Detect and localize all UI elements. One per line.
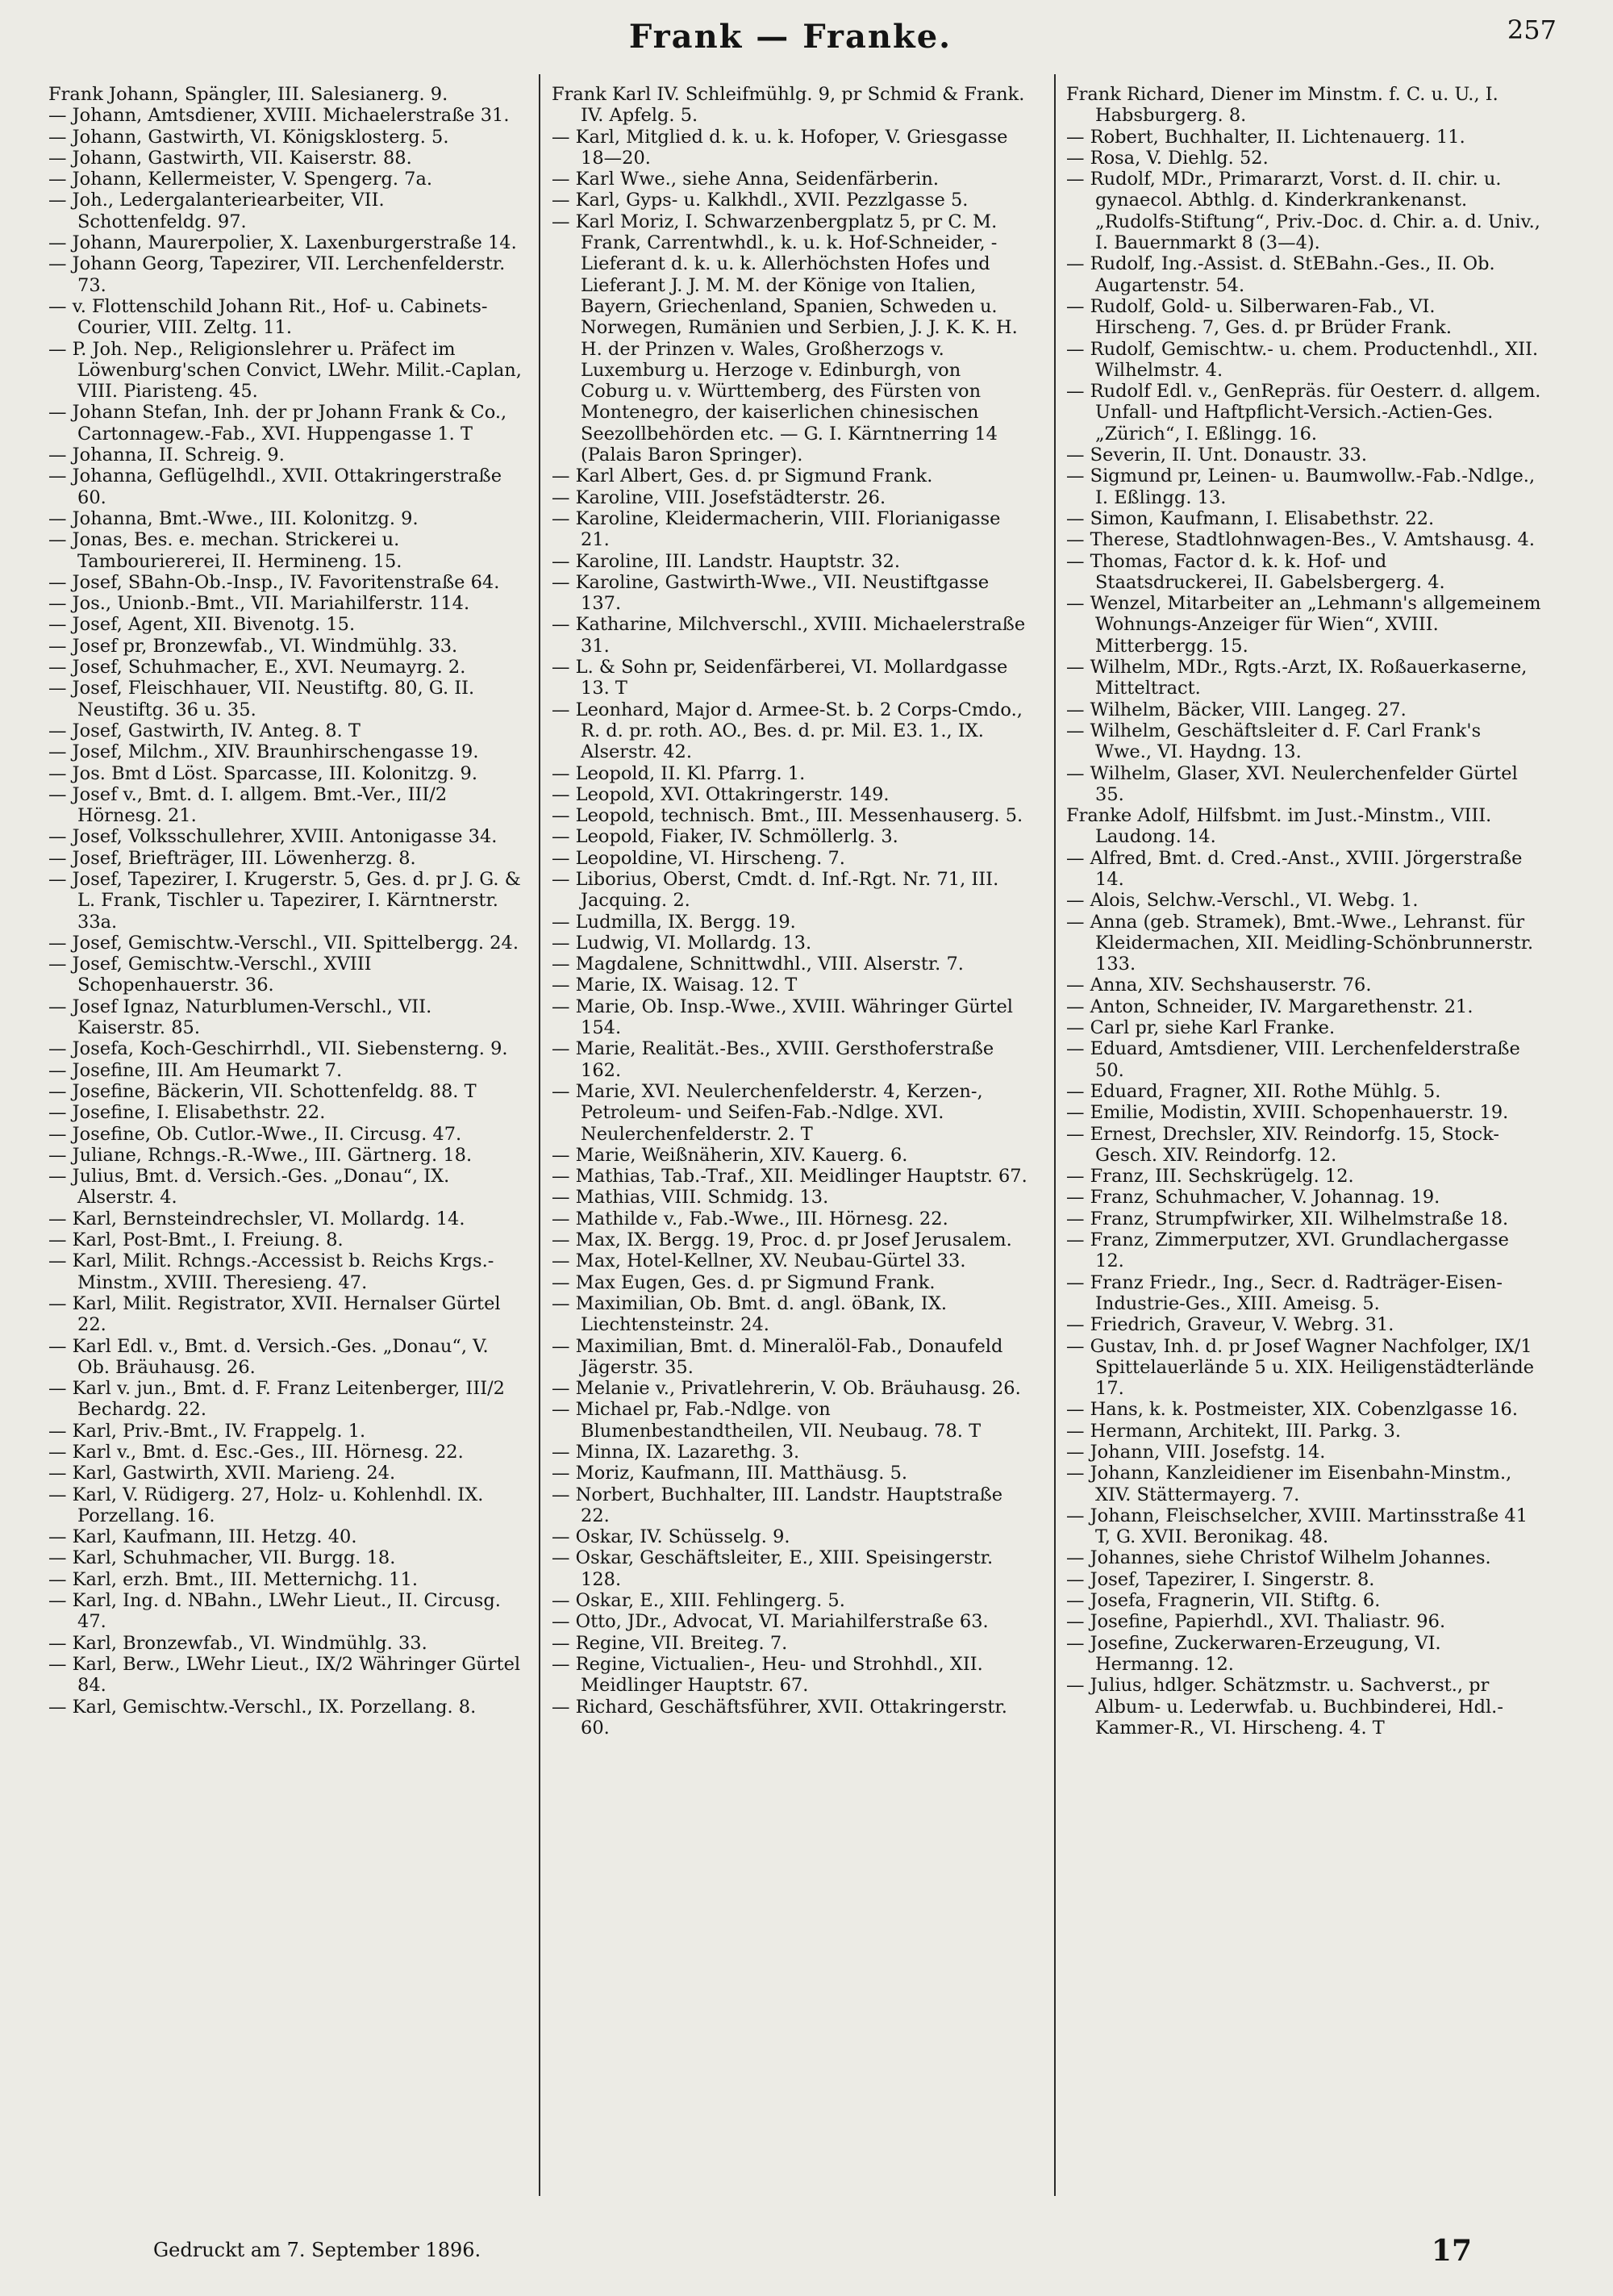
directory-entry: — Oskar, E., XIII. Fehlingerg. 5. <box>552 1590 845 1612</box>
directory-entry: — Ludmilla, IX. Bergg. 19. <box>552 911 796 933</box>
directory-entry: — Carl pr, siehe Karl Franke. <box>1066 1017 1336 1039</box>
directory-entry: — Johann, Kellermeister, V. Spengerg. 7a. <box>48 169 433 190</box>
directory-entry: — Karl, Priv.-Bmt., IV. Frappelg. 1. <box>48 1420 366 1442</box>
column-divider <box>1054 74 1056 2196</box>
directory-entry: — Karl Moriz, I. Schwarzenbergplatz 5, pr C. M. Frank, Carrentwhdl., k. u. k. Hof-Schneider, -Lieferant d. k. u. k. Allerhöchsten Hofes und Lieferant J. J. M. M. der Könige von Italien, Bayern, Griechenland, Spanien, Schweden u. Norwegen, Rumänien und Serbien, J. J. K. K. H. H. der Prinzen v. Wales, Großherzogs v. Luxemburg u. Herzoge v. Edinburgh, von Coburg u. v. Württemberg, des Fürsten von Montenegro, der kaiserlichen chinesischen Seezollbehörden etc. — G. I. Kärntnerring 14 (Palais Baron Springer). <box>552 211 1018 466</box>
directory-entry: — Karl v. jun., Bmt. d. F. Franz Leitenberger, III/2 Bechardg. 22. <box>48 1378 505 1421</box>
directory-entry: — Oskar, IV. Schüsselg. 9. <box>552 1526 790 1548</box>
directory-entry: — v. Flottenschild Johann Rit., Hof- u. Cabinets-Courier, VIII. Zeltg. 11. <box>48 295 488 339</box>
directory-column-1 <box>48 84 524 1718</box>
directory-entry: — Leonhard, Major d. Armee-St. b. 2 Corps-Cmdo., R. d. pr. roth. AO., Bes. d. pr. Mil. E3. 1., IX. Alserstr. 42. <box>552 699 1023 763</box>
directory-entry: — Johann, Kanzleidiener im Eisenbahn-Minstm., XIV. Stättermayerg. 7. <box>1066 1463 1512 1505</box>
directory-entry: — Regine, Victualien-, Heu- und Strohhdl., XII. Meidlinger Hauptstr. 67. <box>552 1653 983 1697</box>
directory-entry: — Josef, Briefträger, III. Löwenherzg. 8. <box>48 847 416 869</box>
directory-entry: — Josef pr, Bronzewfab., VI. Windmühlg. 33. <box>48 635 458 657</box>
directory-entry: — Johann, Maurerpolier, X. Laxenburgerstraße 14. <box>48 232 517 254</box>
directory-entry: — Maximilian, Ob. Bmt. d. angl. öBank, IX. Liechtensteinstr. 24. <box>552 1292 947 1336</box>
directory-entry: — Karl Albert, Ges. d. pr Sigmund Frank. <box>552 465 933 487</box>
directory-entry: — Josef v., Bmt. d. I. allgem. Bmt.-Ver., III/2 Hörnesg. 21. <box>48 783 448 827</box>
directory-entry: Frank Johann, Spängler, III. Salesianerg. 9. <box>48 84 448 105</box>
print-date: Gedruckt am 7. September 1896. <box>153 2239 481 2261</box>
directory-entry: — Gustav, Inh. d. pr Josef Wagner Nachfolger, IX/1 Spittelauerlände 5 u. XIX. Heiligenstädterlände 17. <box>1066 1335 1535 1400</box>
directory-entry: — Johann, Gastwirth, VII. Kaiserstr. 88. <box>48 147 412 169</box>
directory-entry: — Michael pr, Fab.-Ndlge. von Blumenbestandtheilen, VII. Neubaug. 78. T <box>552 1399 982 1442</box>
directory-entry: — Julius, hdlger. Schätzmstr. u. Sachverst., pr Album- u. Lederwfab. u. Buchbinderei, Hdl.-Kammer-R., VI. Hirscheng. 4. T <box>1066 1675 1503 1739</box>
directory-entry: — Hermann, Architekt, III. Parkg. 3. <box>1066 1420 1402 1442</box>
directory-entry: — Karoline, VIII. Josefstädterstr. 26. <box>552 486 886 508</box>
directory-entry: — Franz, Zimmerputzer, XVI. Grundlachergasse 12. <box>1066 1229 1509 1272</box>
directory-entry: — Karl, Gemischtw.-Verschl., IX. Porzellang. 8. <box>48 1696 477 1718</box>
directory-entry: — Robert, Buchhalter, II. Lichtenauerg. 11. <box>1066 126 1465 148</box>
directory-entry: — Leopold, Fiaker, IV. Schmöllerlg. 3. <box>552 826 898 848</box>
directory-entry: — Johanna, II. Schreig. 9. <box>48 445 285 466</box>
directory-entry: — Leopold, XVI. Ottakringerstr. 149. <box>552 783 890 805</box>
directory-entry: — Jos. Bmt d Löst. Sparcasse, III. Kolonitzg. 9. <box>48 762 478 784</box>
directory-entry: — Karl, Mitglied d. k. u. k. Hofoper, V. Griesgasse 18—20. <box>552 126 1008 169</box>
directory-entry: — Anton, Schneider, IV. Margarethenstr. 21. <box>1066 996 1473 1017</box>
directory-entry: — Josefine, Bäckerin, VII. Schottenfeldg. 88. T <box>48 1080 477 1102</box>
directory-entry: — Marie, Ob. Insp.-Wwe., XVIII. Währinger Gürtel 154. <box>552 996 1013 1039</box>
directory-entry: — Ernest, Drechsler, XIV. Reindorfg. 15, Stock-Gesch. XIV. Reindorfg. 12. <box>1066 1123 1499 1166</box>
directory-entry: — Jos., Unionb.-Bmt., VII. Mariahilferstr. 114. <box>48 593 470 615</box>
directory-entry: — Karl v., Bmt. d. Esc.-Ges., III. Hörnesg. 22. <box>48 1442 464 1463</box>
directory-entry: — Josefine, Ob. Cutlor.-Wwe., II. Circusg. 47. <box>48 1123 462 1145</box>
directory-column-3 <box>1066 84 1542 1739</box>
directory-entry: — Johann, Fleischselcher, XVIII. Martinsstraße 41 T, G. XVII. Beronikag. 48. <box>1066 1505 1528 1548</box>
directory-entry: — Karl, Gastwirth, XVII. Marieng. 24. <box>48 1463 396 1484</box>
directory-entry: — Karoline, Kleidermacherin, VIII. Florianigasse 21. <box>552 507 1001 551</box>
directory-entry: — Josef, Schuhmacher, E., XVI. Neumayrg. 2. <box>48 657 466 678</box>
directory-entry: — Oskar, Geschäftsleiter, E., XIII. Speisingerstr. 128. <box>552 1547 994 1590</box>
directory-entry: — Johann Georg, Tapezirer, VII. Lerchenfelderstr. 73. <box>48 253 506 296</box>
directory-entry: — Marie, Weißnäherin, XIV. Kauerg. 6. <box>552 1144 908 1166</box>
directory-entry: — Eduard, Amtsdiener, VIII. Lerchenfelderstraße 50. <box>1066 1038 1520 1081</box>
directory-entry: — Karoline, III. Landstr. Hauptstr. 32. <box>552 550 901 572</box>
directory-entry: — Josef, Volksschullehrer, XVIII. Antonigasse 34. <box>48 826 498 848</box>
directory-entry: — Rudolf, Gold- u. Silberwaren-Fab., VI. Hirscheng. 7, Ges. d. pr Brüder Frank. <box>1066 295 1452 339</box>
directory-entry: — Liborius, Oberst, Cmdt. d. Inf.-Rgt. Nr. 71, III. Jacquing. 2. <box>552 868 999 912</box>
running-title: Frank — Franke. <box>628 18 952 56</box>
page-header <box>0 11 1613 68</box>
directory-entry: — Severin, II. Unt. Donaustr. 33. <box>1066 445 1367 466</box>
directory-entry: — Joh., Ledergalanteriearbeiter, VII. Schottenfeldg. 97. <box>48 190 385 232</box>
directory-entry: — Wilhelm, Glaser, XVI. Neulerchenfelder Gürtel 35. <box>1066 762 1518 805</box>
directory-entry: — Jonas, Bes. e. mechan. Strickerei u. Tambouriererei, II. Hermineng. 15. <box>48 529 402 572</box>
directory-entry: — Marie, Realität.-Bes., XVIII. Gersthoferstraße 162. <box>552 1038 994 1081</box>
directory-entry: — Wenzel, Mitarbeiter an „Lehmann's allgemeinem Wohnungs-Anzeiger für Wien“, XVIII. Mitterbergg. 15. <box>1066 593 1541 657</box>
directory-column-2 <box>552 84 1027 1739</box>
directory-entry: — Thomas, Factor d. k. k. Hof- und Staatsdruckerei, II. Gabelsbergerg. 4. <box>1066 550 1445 593</box>
directory-entry: — Maximilian, Bmt. d. Mineralöl-Fab., Donaufeld Jägerstr. 35. <box>552 1335 1003 1378</box>
directory-entry: — Josefine, I. Elisabethstr. 22. <box>48 1102 326 1124</box>
directory-entry: — Karl, Milit. Rchngs.-Accessist b. Reichs Krgs.-Minstm., XVIII. Theresieng. 47. <box>48 1250 494 1293</box>
directory-entry: — Anna, XIV. Sechshauserstr. 76. <box>1066 975 1372 996</box>
directory-entry: — Josef, SBahn-Ob.-Insp., IV. Favoritenstraße 64. <box>48 571 500 593</box>
directory-entry: — Franz, III. Sechskrügelg. 12. <box>1066 1166 1354 1188</box>
directory-entry: — Karl, Bernsteindrechsler, VI. Mollardg. 14. <box>48 1208 465 1229</box>
directory-entry: — Emilie, Modistin, XVIII. Schopenhauerstr. 19. <box>1066 1102 1509 1124</box>
directory-entry: — Karl, Post-Bmt., I. Freiung. 8. <box>48 1229 344 1251</box>
directory-entry: — Karl, Milit. Registrator, XVII. Hernalser Gürtel 22. <box>48 1292 501 1336</box>
directory-entry: — Hans, k. k. Postmeister, XIX. Cobenzlgasse 16. <box>1066 1399 1519 1421</box>
directory-entry: — Wilhelm, MDr., Rgts.-Arzt, IX. Roßauerkaserne, Mitteltract. <box>1066 657 1528 699</box>
directory-entry: — Rudolf, Ing.-Assist. d. StEBahn.-Ges., II. Ob. Augartenstr. 54. <box>1066 253 1495 296</box>
directory-entry: — Wilhelm, Geschäftsleiter d. F. Carl Frank's Wwe., VI. Haydng. 13. <box>1066 720 1482 763</box>
directory-entry: — Marie, XVI. Neulerchenfelderstr. 4, Kerzen-, Petroleum- und Seifen-Fab.-Ndlge. XVI. Neulerchenfelderstr. 2. T <box>552 1080 983 1145</box>
column-divider <box>539 74 540 2196</box>
directory-entry: — Karl, Schuhmacher, VII. Burgg. 18. <box>48 1547 396 1569</box>
directory-entry: — Josef, Fleischhauer, VII. Neustiftg. 80, G. II. Neustiftg. 36 u. 35. <box>48 678 475 720</box>
directory-entry: — Julius, Bmt. d. Versich.-Ges. „Donau“, IX. Alserstr. 4. <box>48 1166 450 1209</box>
directory-entry: — Johann, Gastwirth, VI. Königsklosterg. 5. <box>48 126 449 148</box>
directory-entry: — Josef, Agent, XII. Bivenotg. 15. <box>48 614 356 636</box>
directory-entry: — Karl Wwe., siehe Anna, Seidenfärberin. <box>552 169 940 190</box>
directory-entry: — Johann, Amtsdiener, XVIII. Michaelerstraße 31. <box>48 105 510 127</box>
directory-entry: — Karl, erzh. Bmt., III. Metternichg. 11. <box>48 1568 418 1590</box>
directory-entry: — Max, IX. Bergg. 19, Proc. d. pr Josef Jerusalem. <box>552 1229 1012 1251</box>
directory-entry: — Juliane, Rchngs.-R.-Wwe., III. Gärtnerg. 18. <box>48 1144 473 1166</box>
directory-entry: — Karl, Gyps- u. Kalkhdl., XVII. Pezzlgasse 5. <box>552 190 969 211</box>
directory-entry: — Josefine, Zuckerwaren-Erzeugung, VI. Hermanng. 12. <box>1066 1632 1441 1675</box>
directory-entry: — Josef, Gastwirth, IV. Anteg. 8. T <box>48 720 361 741</box>
directory-entry: — Eduard, Fragner, XII. Rothe Mühlg. 5. <box>1066 1080 1441 1102</box>
directory-entry: — Josefine, III. Am Heumarkt 7. <box>48 1059 343 1081</box>
directory-entry: — Anna (geb. Stramek), Bmt.-Wwe., Lehranst. für Kleidermachen, XII. Meidling-Schönbrunnerstr. 133. <box>1066 911 1534 975</box>
directory-entry: — Minna, IX. Lazarethg. 3. <box>552 1442 800 1463</box>
directory-entry: — Josefine, Papierhdl., XVI. Thaliastr. 96. <box>1066 1611 1446 1633</box>
directory-entry: — Melanie v., Privatlehrerin, V. Ob. Bräuhausg. 26. <box>552 1378 1021 1400</box>
directory-entry: — Wilhelm, Bäcker, VIII. Langeg. 27. <box>1066 699 1407 720</box>
directory-entry: — Franz Friedr., Ing., Secr. d. Radträger-Eisen-Industrie-Ges., XIII. Ameisg. 5. <box>1066 1271 1503 1314</box>
directory-entry: — Johann, VIII. Josefstg. 14. <box>1066 1442 1326 1463</box>
page-number: 257 <box>1507 15 1557 45</box>
directory-entry: — Otto, JDr., Advocat, VI. Mariahilferstraße 63. <box>552 1611 989 1633</box>
directory-entry: — Karoline, Gastwirth-Wwe., VII. Neustiftgasse 137. <box>552 571 990 615</box>
directory-entry: — Simon, Kaufmann, I. Elisabethstr. 22. <box>1066 507 1435 529</box>
directory-entry: — Johannes, siehe Christof Wilhelm Johannes. <box>1066 1547 1491 1569</box>
directory-entry: — Marie, IX. Waisag. 12. T <box>552 975 798 996</box>
directory-entry: — Rosa, V. Diehlg. 52. <box>1066 147 1269 169</box>
sheet-signature: 17 <box>1431 2234 1472 2268</box>
directory-entry: — Franz, Strumpfwirker, XII. Wilhelmstraße 18. <box>1066 1208 1509 1229</box>
directory-entry: — Josef, Gemischtw.-Verschl., VII. Spittelbergg. 24. <box>48 932 519 954</box>
directory-entry: — Moriz, Kaufmann, III. Matthäusg. 5. <box>552 1463 908 1484</box>
directory-entry: — Katharine, Milchverschl., XVIII. Michaelerstraße 31. <box>552 614 1026 657</box>
directory-entry: — Josef Ignaz, Naturblumen-Verschl., VII. Kaiserstr. 85. <box>48 996 432 1039</box>
page-footer <box>0 2234 1613 2271</box>
directory-entry: Franke Adolf, Hilfsbmt. im Just.-Minstm., VIII. Laudong. 14. <box>1066 805 1492 848</box>
directory-entry: — Josefa, Koch-Geschirrhdl., VII. Siebensterng. 9. <box>48 1038 508 1060</box>
directory-entry: — Mathias, VIII. Schmidg. 13. <box>552 1187 829 1209</box>
directory-entry: — Rudolf, Gemischtw.- u. chem. Productenhdl., XII. Wilhelmstr. 4. <box>1066 338 1539 381</box>
directory-entry: Frank Richard, Diener im Minstm. f. C. u. U., I. Habsburgerg. 8. <box>1066 84 1498 127</box>
directory-entry: — Josefa, Fragnerin, VII. Stiftg. 6. <box>1066 1590 1381 1612</box>
directory-entry: — Therese, Stadtlohnwagen-Bes., V. Amtshausg. 4. <box>1066 529 1535 551</box>
directory-entry: — Leopoldine, VI. Hirscheng. 7. <box>552 847 845 869</box>
directory-entry: — Magdalene, Schnittwdhl., VIII. Alserstr. 7. <box>552 954 964 975</box>
directory-entry: — Johann Stefan, Inh. der pr Johann Frank & Co., Cartonnagew.-Fab., XVI. Huppengasse 1. T <box>48 402 507 445</box>
directory-entry: — Johanna, Geflügelhdl., XVII. Ottakringerstraße 60. <box>48 465 502 508</box>
directory-entry: — L. & Sohn pr, Seidenfärberei, VI. Mollardgasse 13. T <box>552 657 1008 699</box>
directory-entry: — Josef, Milchm., XIV. Braunhirschengasse 19. <box>48 741 479 763</box>
directory-entry: — Ludwig, VI. Mollardg. 13. <box>552 932 812 954</box>
directory-entry: — Alois, Selchw.-Verschl., VI. Webg. 1. <box>1066 890 1419 912</box>
directory-entry: — Karl, Berw., LWehr Lieut., IX/2 Währinger Gürtel 84. <box>48 1653 521 1697</box>
directory-entry: — Josef, Gemischtw.-Verschl., XVIII Schopenhauerstr. 36. <box>48 954 372 996</box>
directory-entry: — Karl, Ing. d. NBahn., LWehr Lieut., II. Circusg. 47. <box>48 1590 501 1633</box>
directory-entry: Frank Karl IV. Schleifmühlg. 9, pr Schmid & Frank. IV. Apfelg. 5. <box>552 84 1025 127</box>
directory-entry: — Mathilde v., Fab.-Wwe., III. Hörnesg. 22. <box>552 1208 948 1229</box>
directory-entry: — P. Joh. Nep., Religionslehrer u. Präfect im Löwenburg'schen Convict, LWehr. Milit.-Caplan, VIII. Piaristeng. 45. <box>48 338 522 403</box>
directory-entry: — Sigmund pr, Leinen- u. Baumwollw.-Fab.-Ndlge., I. Eßlingg. 13. <box>1066 465 1536 508</box>
directory-entry: — Regine, VII. Breiteg. 7. <box>552 1632 788 1654</box>
directory-entry: — Karl, Kaufmann, III. Hetzg. 40. <box>48 1526 357 1548</box>
directory-entry: — Karl Edl. v., Bmt. d. Versich.-Ges. „Donau“, V. Ob. Bräuhausg. 26. <box>48 1335 489 1378</box>
directory-entry: — Max Eugen, Ges. d. pr Sigmund Frank. <box>552 1271 936 1293</box>
directory-entry: — Karl, V. Rüdigerg. 27, Holz- u. Kohlenhdl. IX. Porzellang. 16. <box>48 1484 484 1526</box>
directory-entry: — Max, Hotel-Kellner, XV. Neubau-Gürtel 33. <box>552 1250 966 1272</box>
directory-entry: — Rudolf, MDr., Primararzt, Vorst. d. II. chir. u. gynaecol. Abthlg. d. Kinderkrankenanst. „Rudolfs-Stiftung“, Priv.-Doc. d. Chir. a. d. Univ., I. Bauernmarkt 8 (3—4). <box>1066 169 1540 254</box>
directory-entry: — Rudolf Edl. v., GenRepräs. für Oesterr. d. allgem. Unfall- und Haftpflicht-Versich.-Actien-Ges. „Zürich“, I. Eßlingg. 16. <box>1066 381 1541 445</box>
directory-entry: — Josef, Tapezirer, I. Krugerstr. 5, Ges. d. pr J. G. & L. Frank, Tischler u. Tapezirer, I. Kärntnerstr. 33a. <box>48 868 521 933</box>
directory-entry: — Johanna, Bmt.-Wwe., III. Kolonitzg. 9. <box>48 507 419 529</box>
directory-entry: — Friedrich, Graveur, V. Webrg. 31. <box>1066 1314 1394 1336</box>
directory-entry: — Leopold, II. Kl. Pfarrg. 1. <box>552 762 806 784</box>
directory-entry: — Franz, Schuhmacher, V. Johannag. 19. <box>1066 1187 1440 1209</box>
directory-entry: — Karl, Bronzewfab., VI. Windmühlg. 33. <box>48 1632 427 1654</box>
directory-entry: — Mathias, Tab.-Traf., XII. Meidlinger Hauptstr. 67. <box>552 1166 1027 1188</box>
directory-entry: — Josef, Tapezirer, I. Singerstr. 8. <box>1066 1568 1375 1590</box>
directory-entry: — Alfred, Bmt. d. Cred.-Anst., XVIII. Jörgerstraße 14. <box>1066 847 1523 890</box>
directory-entry: — Leopold, technisch. Bmt., III. Messenhauserg. 5. <box>552 805 1023 827</box>
directory-entry: — Richard, Geschäftsführer, XVII. Ottakringerstr. 60. <box>552 1696 1007 1739</box>
directory-entry: — Norbert, Buchhalter, III. Landstr. Hauptstraße 22. <box>552 1484 1003 1526</box>
